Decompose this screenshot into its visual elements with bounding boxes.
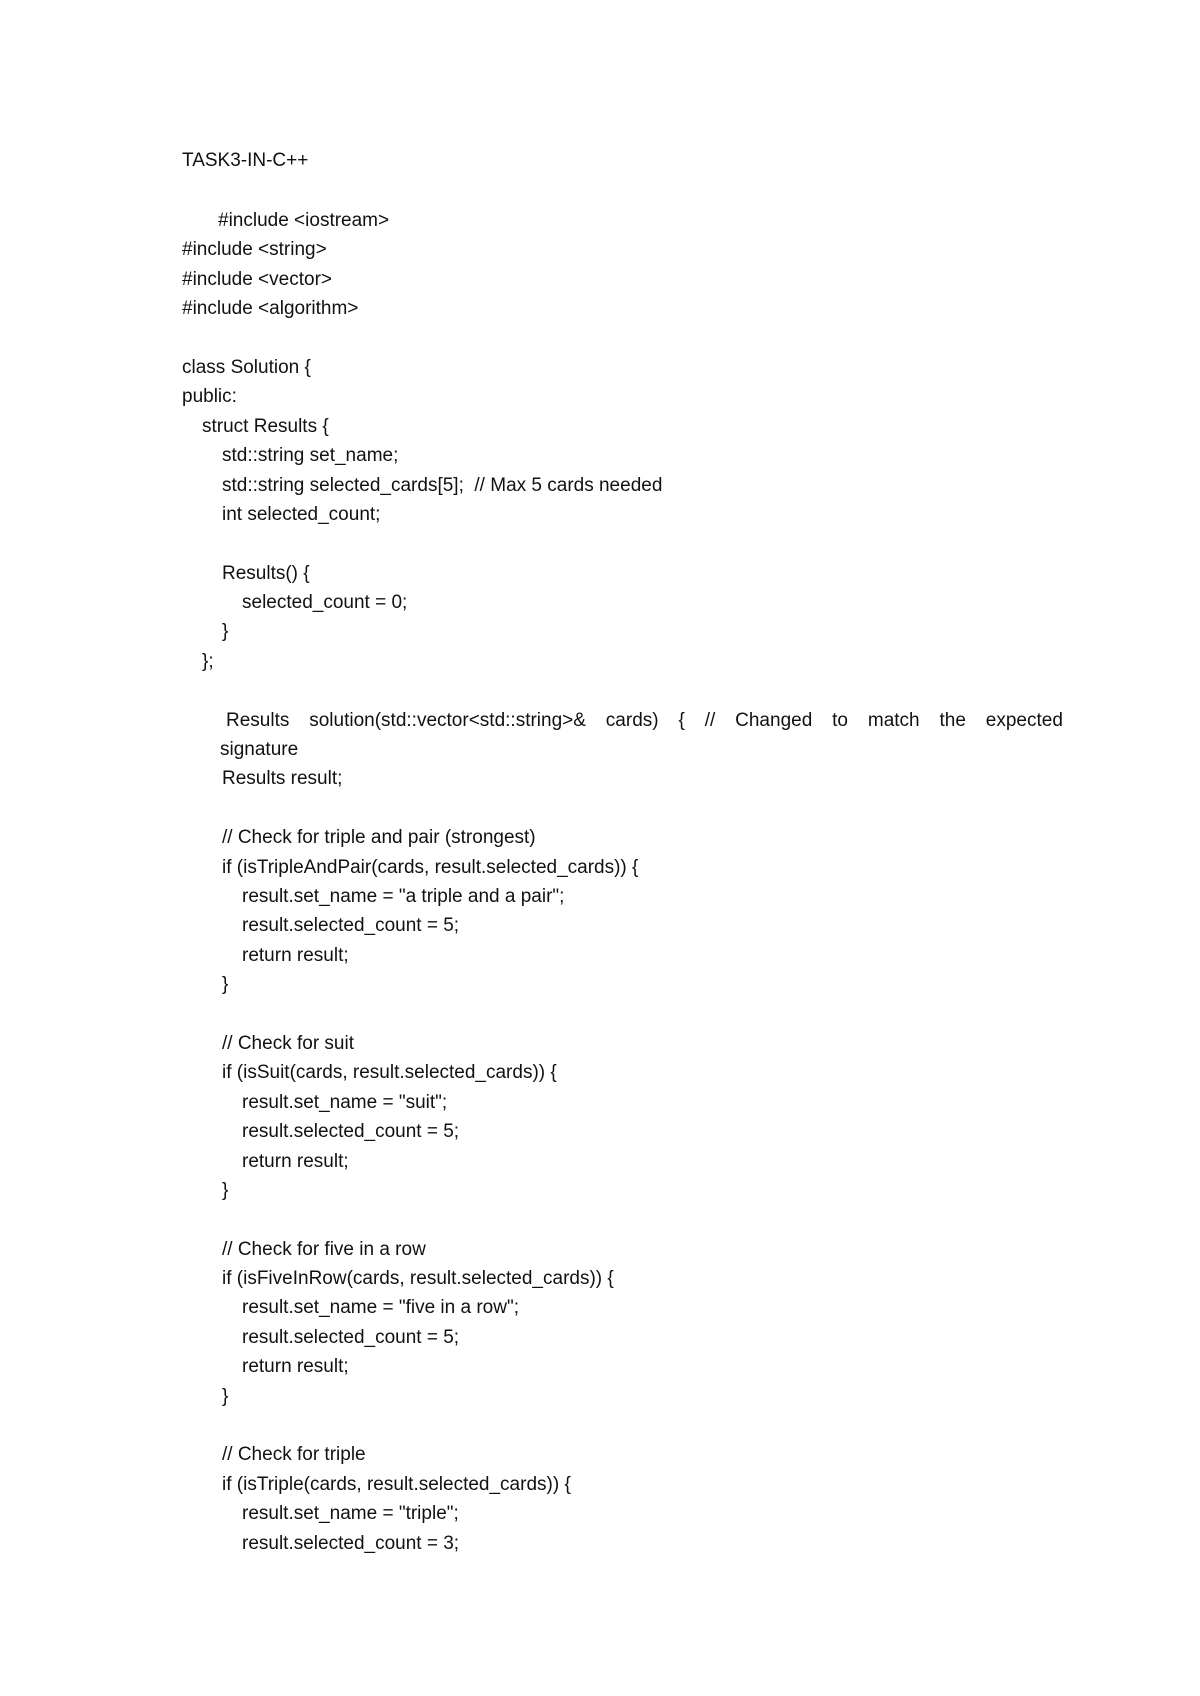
code-line: }: [222, 1179, 229, 1201]
code-line: result.set_name = "five in a row";: [242, 1297, 519, 1319]
code-line: Results() {: [222, 562, 310, 584]
code-line: // Check for triple and pair (strongest): [222, 827, 536, 849]
code-line: Results result;: [222, 768, 343, 790]
code-line: }: [222, 621, 229, 643]
code-line: std::string selected_cards[5]; // Max 5 cards needed: [222, 474, 663, 496]
code-line: // Check for five in a row: [222, 1238, 426, 1260]
code-line: // Check for suit: [222, 1032, 354, 1054]
code-line: class Solution {: [182, 356, 311, 378]
blank-line: [182, 676, 1062, 705]
code-line: selected_count = 0;: [242, 592, 408, 614]
code-line: }: [222, 974, 229, 996]
code-line: result.selected_count = 5;: [242, 1121, 460, 1143]
blank-line: [182, 1000, 1062, 1029]
code-line: // Check for triple: [222, 1444, 366, 1466]
code-line: result.selected_count = 3;: [242, 1532, 460, 1554]
blank-line: [182, 529, 1062, 558]
code-line: if (isTriple(cards, result.selected_cards)) {: [222, 1473, 571, 1495]
code-line: }: [222, 1385, 229, 1407]
blank-line: [182, 1411, 1062, 1440]
code-line: if (isFiveInRow(cards, result.selected_cards)) {: [222, 1268, 614, 1290]
code-line: #include <algorithm>: [182, 298, 359, 320]
code-line: if (isTripleAndPair(cards, result.selected_cards)) {: [222, 856, 639, 878]
code-line: if (isSuit(cards, result.selected_cards)) {: [222, 1062, 557, 1084]
code-line: public:: [182, 386, 237, 408]
blank-line: [182, 1205, 1062, 1234]
code-line: Results solution(std::vector<std::string>& cards) { // Changed to match the expected: [226, 709, 1063, 731]
code-line: result.set_name = "suit";: [242, 1091, 448, 1113]
code-line: #include <string>: [182, 239, 327, 261]
document-title: TASK3-IN-C++: [182, 150, 309, 171]
code-line: #include <iostream>: [218, 210, 390, 231]
code-line: struct Results {: [202, 415, 329, 437]
code-line: std::string set_name;: [222, 445, 399, 467]
code-line: signature: [220, 739, 299, 761]
code-line: result.selected_count = 5;: [242, 1326, 460, 1348]
code-line: };: [202, 650, 214, 672]
blank-line: [182, 794, 1062, 823]
code-line: return result;: [242, 1150, 349, 1172]
code-line: #include <vector>: [182, 268, 332, 290]
code-line: result.selected_count = 5;: [242, 915, 460, 937]
blank-line: [182, 324, 1062, 353]
code-line: return result;: [242, 944, 349, 966]
code-line: return result;: [242, 1356, 349, 1378]
code-line: int selected_count;: [222, 503, 381, 525]
code-line: result.set_name = "a triple and a pair";: [242, 885, 565, 907]
code-line: result.set_name = "triple";: [242, 1503, 459, 1525]
code-block: [182, 206, 1062, 1558]
